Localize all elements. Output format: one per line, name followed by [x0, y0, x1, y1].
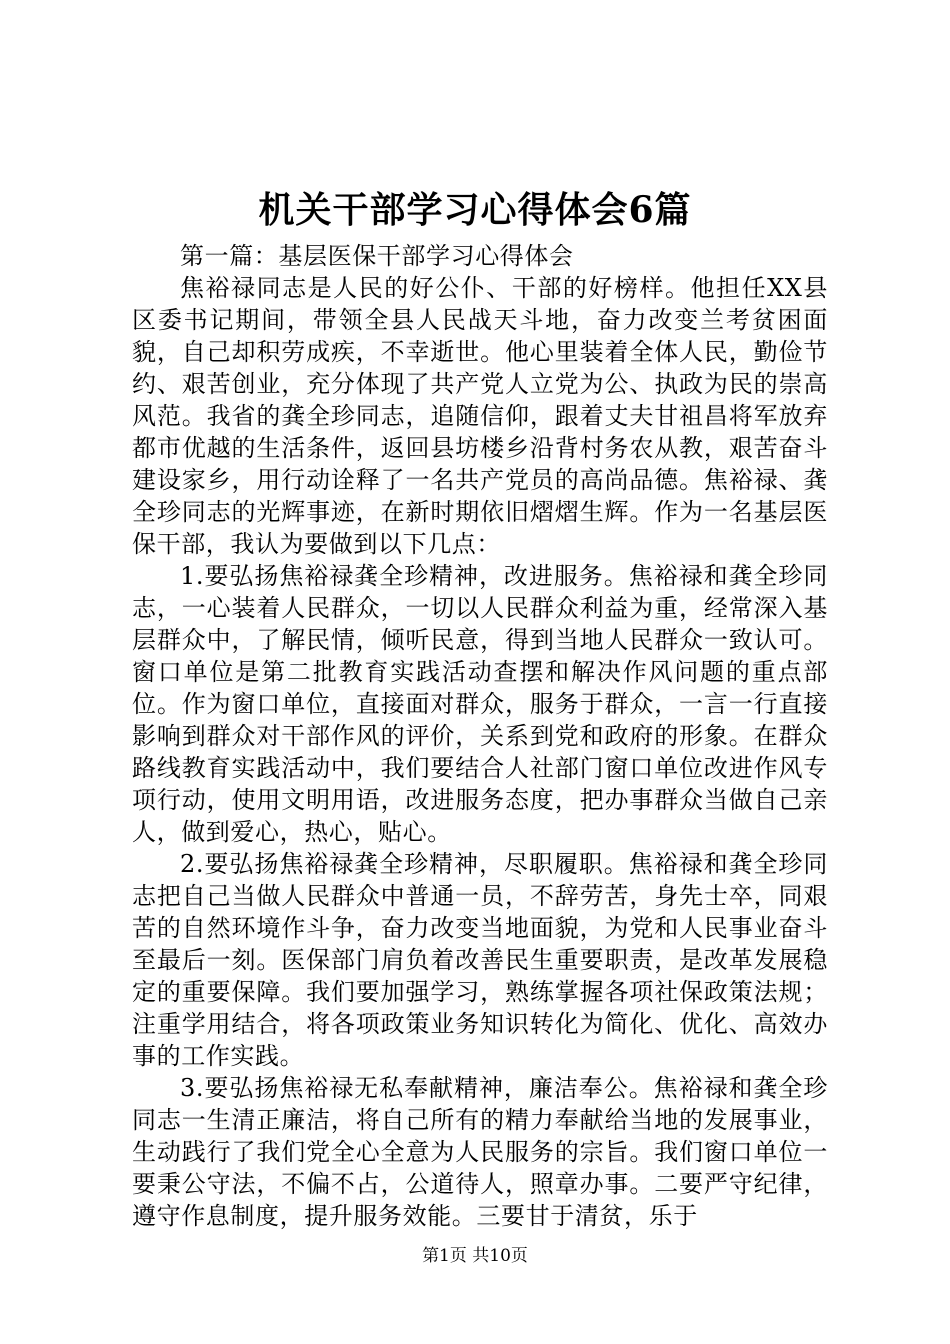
page-number-footer: 第1页 共10页	[422, 1246, 528, 1266]
body-paragraph: 焦裕禄同志是人民的好公仆、干部的好榜样。他担任XX县区委书记期间，带领全县人民战天斗地，奋力改变兰考贫困面貌，自己却积劳成疾，不幸逝世。他心里装着全体人民，勤俭节约、艰苦创业，充分体现了共产党人立党为公、执政为民的崇高风范。我省的龚全珍同志，追随信仰，跟着丈夫甘祖昌将军放弃都市优越的生活条件，返回县坊楼乡沿背村务农从教，艰苦奋斗建设家乡，用行动诠释了一名共产党员的高尚品德。焦裕禄、龚全珍同志的光辉事迹，在新时期依旧熠熠生辉。作为一名基层医保干部，我认为要做到以下几点：	[132, 274, 828, 558]
body-paragraph: 2.要弘扬焦裕禄龚全珍精神，尽职履职。焦裕禄和龚全珍同志把自己当做人民群众中普通一员，不辞劳苦，身先士卒，同艰苦的自然环境作斗争，奋力改变当地面貌，为党和人民事业奋斗至最后一刻。医保部门肩负着改善民生重要职责，是改革发展稳定的重要保障。我们要加强学习，熟练掌握各项社保政策法规；注重学用结合，将各项政策业务知识转化为简化、优化、高效办事的工作实践。	[132, 850, 828, 1070]
section-heading: 第一篇：基层医保干部学习心得体会	[180, 242, 574, 270]
body-paragraph: 1.要弘扬焦裕禄龚全珍精神，改进服务。焦裕禄和龚全珍同志，一心装着人民群众，一切以人民群众利益为重，经常深入基层群众中，了解民情，倾听民意，得到当地人民群众一致认可。窗口单位是第二批教育实践活动查摆和解决作风问题的重点部位。作为窗口单位，直接面对群众，服务于群众，一言一行直接影响到群众对干部作风的评价，关系到党和政府的形象。在群众路线教育实践活动中，我们要结合人社部门窗口单位改进作风专项行动，使用文明用语，改进服务态度，把办事群众当做自己亲人，做到爱心，热心，贴心。	[132, 562, 828, 846]
document-body	[132, 240, 828, 1232]
body-paragraph: 3.要弘扬焦裕禄无私奉献精神，廉洁奉公。焦裕禄和龚全珍同志一生清正廉洁，将自己所有的精力奉献给当地的发展事业，生动践行了我们党全心全意为人民服务的宗旨。我们窗口单位一要秉公守法，不偏不占，公道待人，照章办事。二要严守纪律，遵守作息制度，提升服务效能。三要甘于清贫，乐于	[132, 1074, 828, 1230]
document-title: 机关干部学习心得体会6篇	[258, 189, 692, 231]
